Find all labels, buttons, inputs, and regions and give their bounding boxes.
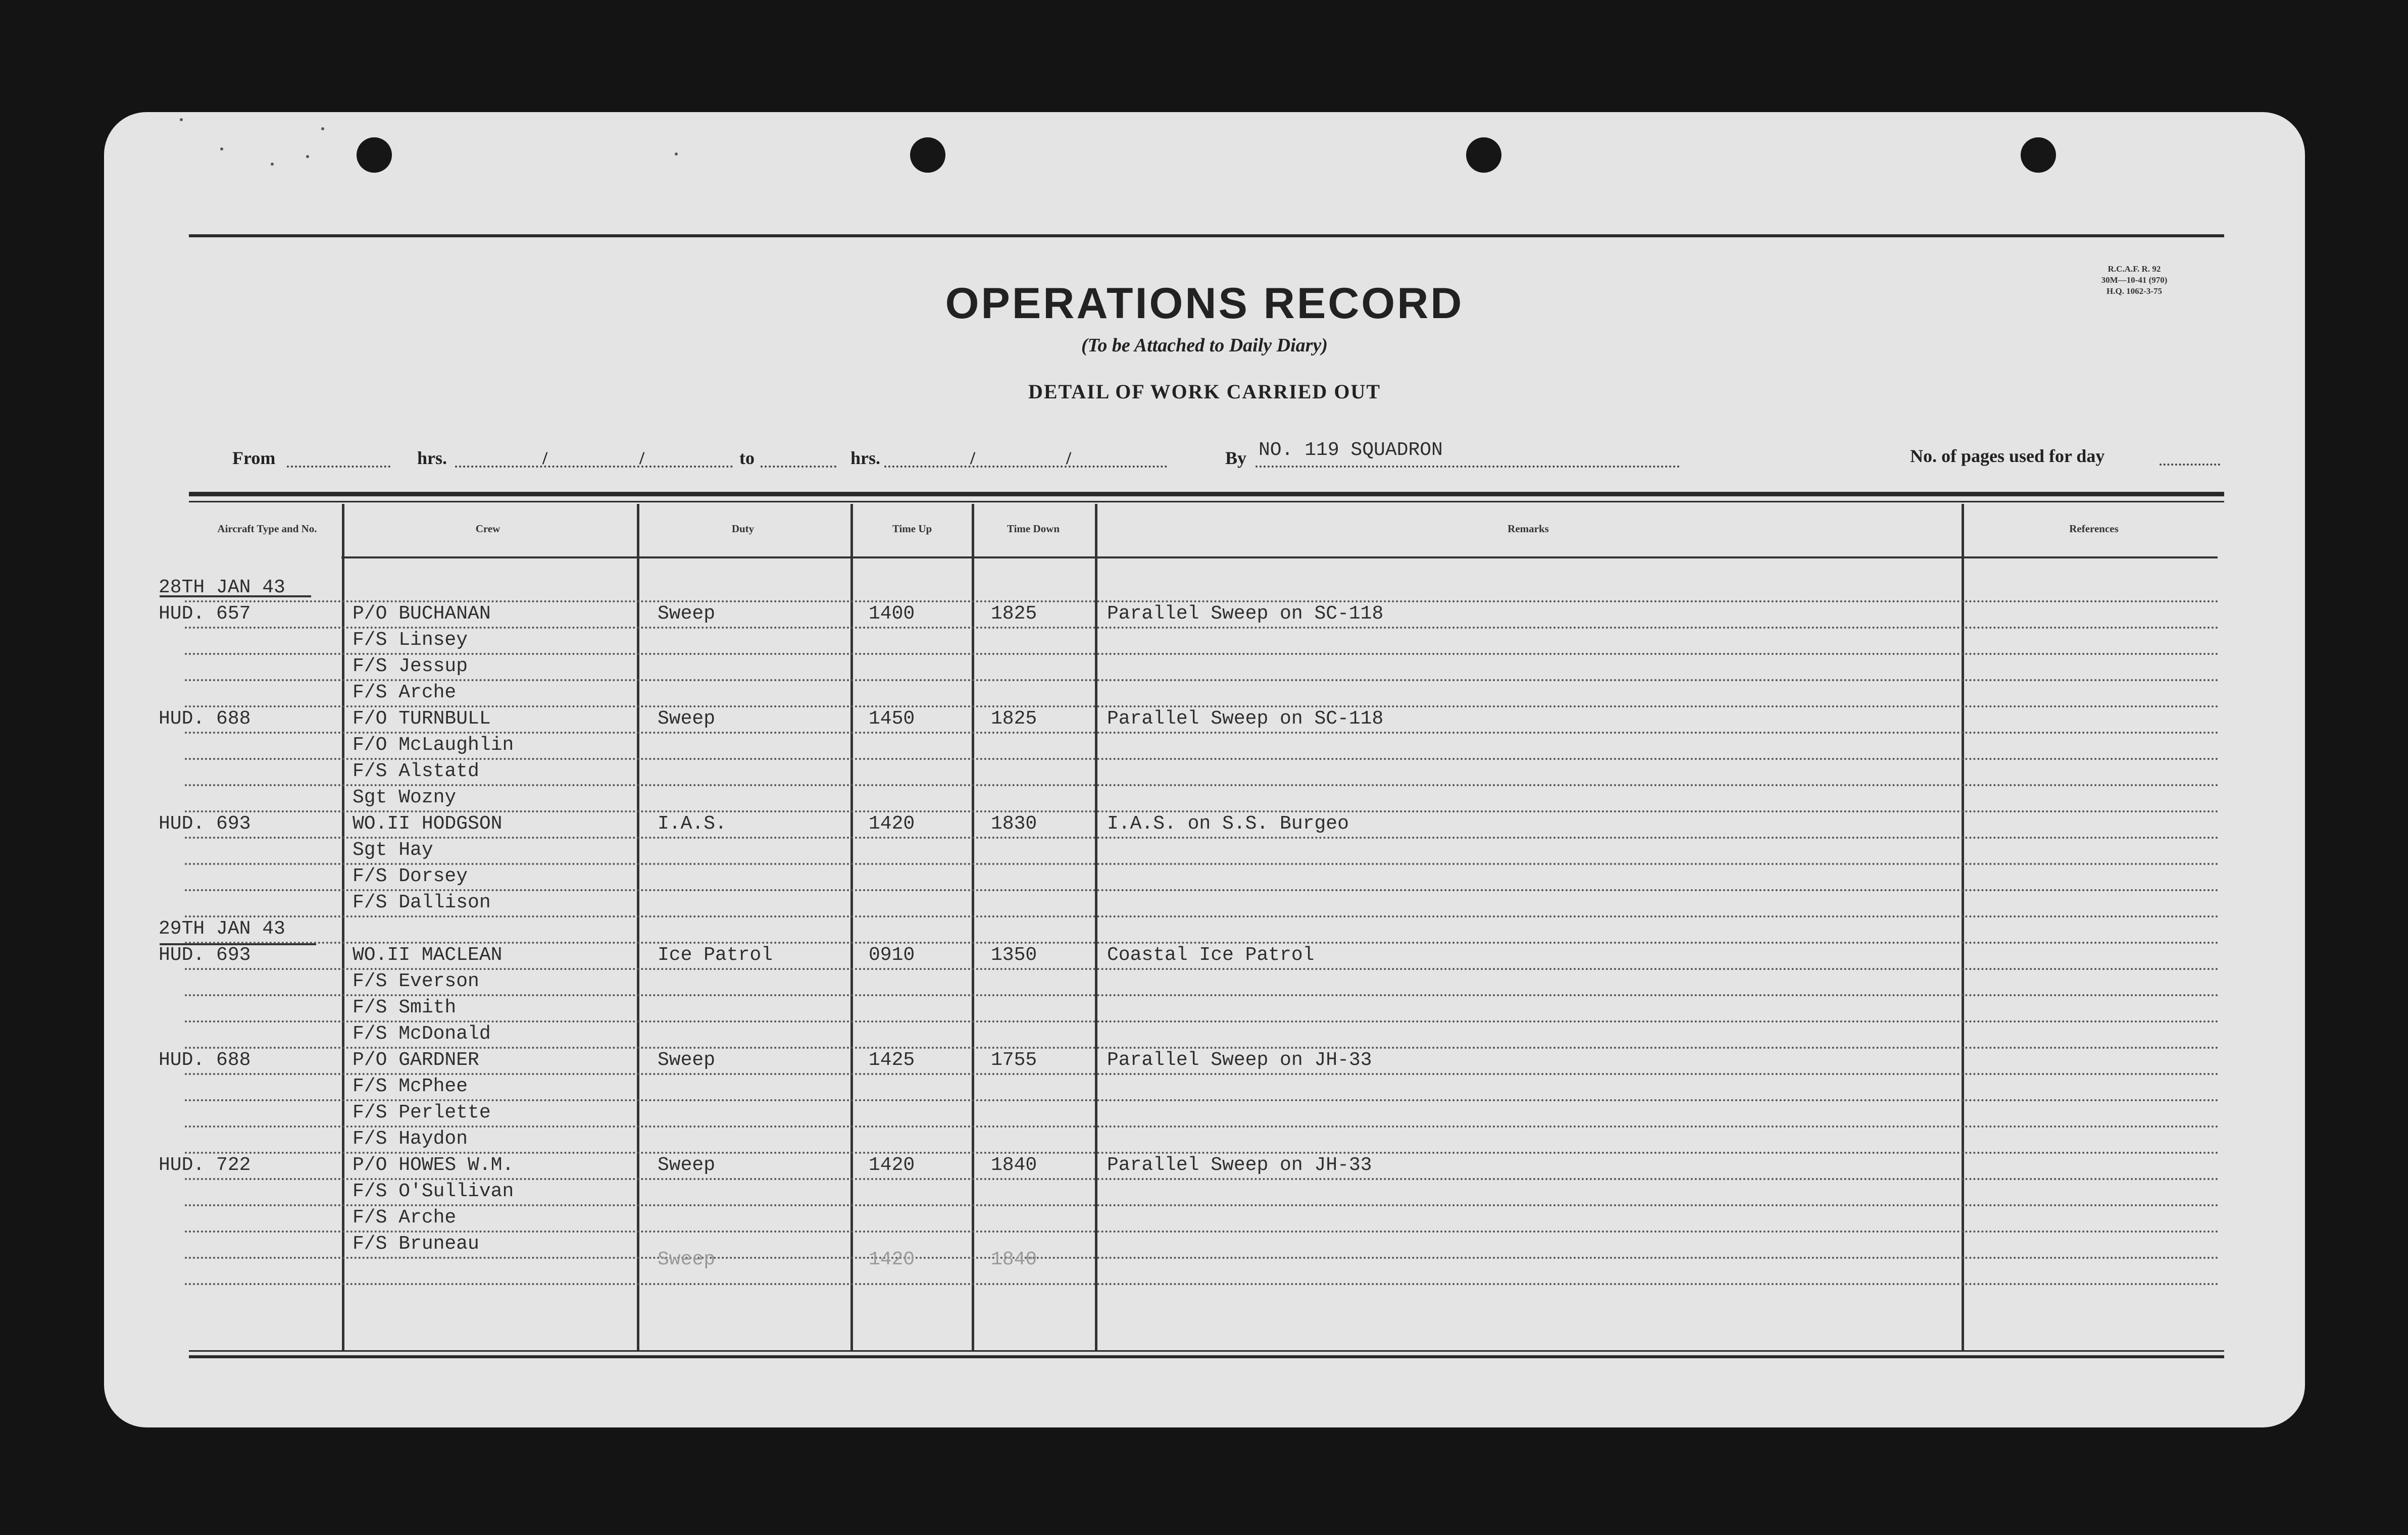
- cell-crew: F/S O'Sullivan: [353, 1181, 514, 1202]
- from-date-dots: [455, 466, 733, 468]
- row-rule: [185, 679, 2220, 681]
- cell-crew: WO.II MACLEAN: [353, 944, 503, 966]
- cell-aircraft: HUD. 693: [159, 813, 251, 835]
- cell-aircraft: HUD. 688: [159, 1049, 251, 1071]
- faint-ghost-duty: Sweep: [658, 1249, 716, 1270]
- cell-aircraft: HUD. 657: [159, 603, 251, 625]
- col-header-time-down: Time Down: [1007, 523, 1060, 535]
- cell-crew: Sgt Hay: [353, 839, 433, 861]
- speck: [220, 147, 223, 150]
- row-rule: [185, 863, 2220, 865]
- top-rule: [189, 234, 2224, 237]
- cell-remarks: Parallel Sweep on SC-118: [1107, 603, 1384, 625]
- slash: /: [970, 448, 976, 468]
- cell-up: 1420: [869, 813, 915, 835]
- row-rule: [185, 1257, 2220, 1259]
- speck: [306, 155, 309, 158]
- form-number-line: 30M—10-41 (970): [2101, 275, 2168, 285]
- cell-duty: Sweep: [658, 1154, 716, 1176]
- row-rule: [185, 1204, 2220, 1206]
- cell-remarks: Parallel Sweep on SC-118: [1107, 708, 1384, 730]
- row-rule: [185, 600, 2220, 602]
- cell-crew: WO.II HODGSON: [353, 813, 503, 835]
- cell-remarks: Parallel Sweep on JH-33: [1107, 1154, 1372, 1176]
- col-header-aircraft: Aircraft Type and No.: [217, 523, 317, 535]
- cell-up: 1425: [869, 1049, 915, 1071]
- by-label: By: [1225, 448, 1247, 468]
- speck: [321, 127, 324, 130]
- punch-hole-2: [910, 137, 945, 173]
- cell-down: 1840: [991, 1154, 1037, 1176]
- cell-down: 1830: [991, 813, 1037, 835]
- speck: [271, 163, 274, 166]
- cell-down: 1755: [991, 1049, 1037, 1071]
- cell-crew: F/S Haydon: [353, 1128, 468, 1150]
- row-rule: [185, 1178, 2220, 1180]
- punch-hole-4: [2021, 137, 2056, 173]
- cell-aircraft: 29TH JAN 43: [159, 918, 285, 940]
- to-dots: [761, 466, 836, 468]
- row-rule: [185, 968, 2220, 970]
- cell-crew: F/O TURNBULL: [353, 708, 491, 730]
- col-divider: [637, 504, 639, 1350]
- cell-down: 1350: [991, 944, 1037, 966]
- col-divider: [342, 504, 344, 1350]
- row-rule: [185, 627, 2220, 629]
- row-rule: [185, 915, 2220, 917]
- cell-crew: P/O BUCHANAN: [353, 603, 491, 625]
- cell-duty: Ice Patrol: [658, 944, 773, 966]
- col-header-time-up: Time Up: [892, 523, 932, 535]
- cell-up: 1420: [869, 1154, 915, 1176]
- row-rule: [185, 1073, 2220, 1075]
- cell-crew: F/S Dorsey: [353, 865, 468, 887]
- cell-crew: F/S Alstatd: [353, 760, 479, 782]
- cell-up: 1400: [869, 603, 915, 625]
- cell-remarks: Parallel Sweep on JH-33: [1107, 1049, 1372, 1071]
- slash: /: [1066, 448, 1072, 468]
- form-number-line: H.Q. 1062-3-75: [2106, 286, 2163, 296]
- cell-up: 0910: [869, 944, 915, 966]
- row-rule: [185, 1231, 2220, 1233]
- pages-label: No. of pages used for day: [1910, 446, 2105, 466]
- cell-crew: F/S McDonald: [353, 1023, 491, 1045]
- cell-crew: F/S Arche: [353, 682, 457, 703]
- cell-crew: F/S Everson: [353, 970, 479, 992]
- hrs-label: hrs.: [417, 448, 447, 468]
- form-subtitle: (To be Attached to Daily Diary): [1081, 335, 1328, 356]
- row-rule: [185, 784, 2220, 786]
- col-header-remarks: Remarks: [1508, 523, 1549, 535]
- row-rule: [185, 1020, 2220, 1022]
- table-top-rule: [189, 492, 2224, 496]
- row-rule: [185, 1125, 2220, 1128]
- punch-hole-3: [1466, 137, 1501, 173]
- faint-ghost-time-up: 1420: [869, 1249, 915, 1270]
- cell-crew: Sgt Wozny: [353, 787, 457, 808]
- cell-crew: P/O GARDNER: [353, 1049, 479, 1071]
- form-title: OPERATIONS RECORD: [945, 279, 1464, 328]
- operations-record-card: [104, 112, 2305, 1427]
- row-rule: [185, 758, 2220, 760]
- form-number-block: [2059, 264, 2210, 297]
- row-rule: [185, 705, 2220, 707]
- cell-up: 1450: [869, 708, 915, 730]
- row-rule: [185, 1047, 2220, 1049]
- form-detail-heading: DETAIL OF WORK CARRIED OUT: [1028, 380, 1381, 403]
- cell-duty: Sweep: [658, 708, 716, 730]
- table-top-rule-2: [189, 501, 2224, 502]
- cell-aircraft: HUD. 688: [159, 708, 251, 730]
- cell-down: 1825: [991, 708, 1037, 730]
- cell-crew: F/S Linsey: [353, 629, 468, 651]
- row-rule: [185, 653, 2220, 655]
- cell-aircraft: HUD. 693: [159, 944, 251, 966]
- slash: /: [639, 448, 645, 468]
- row-rule: [185, 837, 2220, 839]
- cell-remarks: I.A.S. on S.S. Burgeo: [1107, 813, 1349, 835]
- row-rule: [185, 732, 2220, 734]
- cell-crew: F/S Arche: [353, 1207, 457, 1229]
- punch-hole-1: [357, 137, 392, 173]
- speck: [675, 152, 678, 156]
- col-header-duty: Duty: [731, 523, 755, 535]
- col-divider: [972, 504, 974, 1350]
- row-rule: [185, 1099, 2220, 1101]
- speck: [180, 118, 183, 121]
- table-bottom-rule: [189, 1350, 2224, 1352]
- from-label: From: [232, 448, 276, 468]
- row-rule: [185, 942, 2220, 944]
- cell-remarks: Coastal Ice Patrol: [1107, 944, 1315, 966]
- hrs-label-2: hrs.: [850, 448, 881, 468]
- col-divider: [1962, 504, 1964, 1350]
- col-divider: [850, 504, 853, 1350]
- row-rule: [185, 889, 2220, 891]
- cell-duty: Sweep: [658, 603, 716, 625]
- by-value: NO. 119 SQUADRON: [1259, 439, 1443, 461]
- row-rule: [185, 1283, 2220, 1285]
- form-number-line: R.C.A.F. R. 92: [2108, 264, 2161, 274]
- cell-down: 1825: [991, 603, 1037, 625]
- col-header-references: References: [2069, 523, 2119, 535]
- row-rule: [185, 810, 2220, 812]
- pages-dots: [2160, 464, 2220, 466]
- cell-duty: I.A.S.: [658, 813, 727, 835]
- cell-crew: F/S Dallison: [353, 892, 491, 913]
- col-header-crew: Crew: [475, 523, 500, 535]
- cell-crew: F/S Smith: [353, 997, 457, 1018]
- by-dots: [1256, 466, 1680, 468]
- row-rule: [185, 1152, 2220, 1154]
- to-label: to: [739, 448, 755, 468]
- cell-crew: F/S Perlette: [353, 1102, 491, 1123]
- col-divider: [1095, 504, 1097, 1350]
- cell-duty: Sweep: [658, 1049, 716, 1071]
- cell-crew: F/S Jessup: [353, 655, 468, 677]
- table-bottom-rule-2: [189, 1355, 2224, 1358]
- faint-ghost-time-down: 1840: [991, 1249, 1037, 1270]
- from-dots: [287, 466, 390, 468]
- slash: /: [542, 448, 548, 468]
- to-date-dots: [884, 466, 1167, 468]
- cell-aircraft: 28TH JAN 43: [159, 577, 285, 598]
- cell-aircraft: HUD. 722: [159, 1154, 251, 1176]
- cell-crew: F/S McPhee: [353, 1076, 468, 1097]
- header-separator: [341, 556, 2218, 558]
- row-rule: [185, 994, 2220, 996]
- cell-crew: F/S Bruneau: [353, 1233, 479, 1255]
- cell-crew: P/O HOWES W.M.: [353, 1154, 514, 1176]
- cell-crew: F/O McLaughlin: [353, 734, 514, 756]
